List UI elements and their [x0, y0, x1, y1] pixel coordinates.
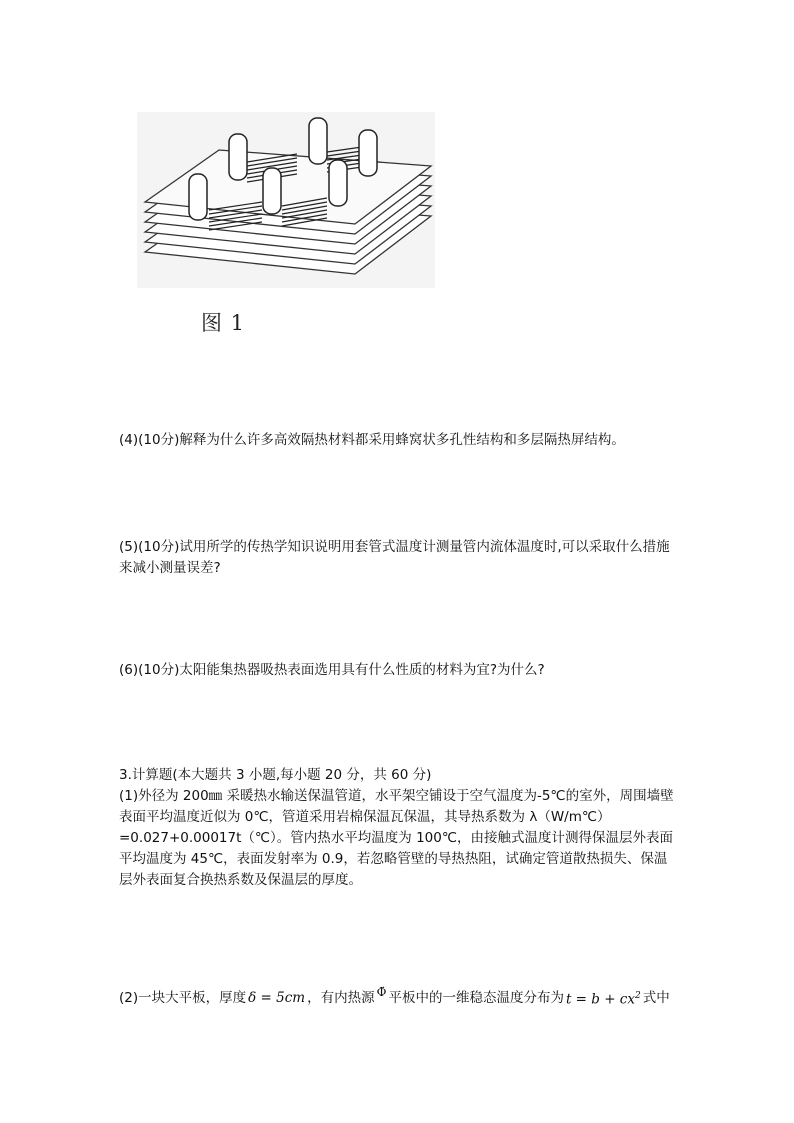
- q2-text-a: (2)一块大平板，厚度: [119, 989, 247, 1006]
- section-3-heading: 3.计算题(本大题共 3 小题,每小题 20 分，共 60 分): [119, 767, 432, 783]
- question-4: (4)(10分)解释为什么许多高效隔热材料都采用蜂窝状多孔性结构和多层隔热屏结构。: [119, 432, 625, 448]
- section-3: [119, 765, 679, 891]
- q2-text-c: 平板中的一维稳态温度分布为: [388, 989, 564, 1006]
- question-6: (6)(10分)太阳能集热器吸热表面选用具有什么性质的材料为宜?为什么?: [119, 662, 545, 678]
- q2-text-d: 式中: [642, 989, 670, 1006]
- calc-question-1: (1)外径为 200㎜ 采暖热水输送保温管道，水平架空铺设于空气温度为-5℃的室外，周围墙壁表面平均温度近似为 0℃，管道采用岩棉保温瓦保温，其导热系数为 λ（W/m℃）=0.027+0.00017t（℃）。管内热水平均温度为 100℃，由接触式温度计测得保温层外表面平均温度为 45℃，表面发射率为 0.9，若忽略管壁的导热热阻，试确定管道散热损失、保温层外表面复合换热系数及保温层的厚度。: [119, 788, 674, 888]
- q2-phi: Φ̇: [376, 984, 387, 999]
- q2-equation: [566, 986, 641, 1011]
- figure-multilayer-shield: [137, 112, 435, 288]
- q2-delta: δ = 5cm: [248, 989, 306, 1006]
- calc-question-2: [119, 986, 679, 1011]
- figure-caption: 图 1: [201, 311, 246, 335]
- q2-text-b: ，有内热源: [307, 989, 375, 1006]
- q2-eq-body: t = b + cx: [565, 991, 635, 1008]
- q2-eq-exp: 2: [634, 991, 641, 1001]
- question-5: (5)(10分)试用所学的传热学知识说明用套管式温度计测量管内流体温度时,可以采取什么措施来减小测量误差?: [119, 539, 670, 576]
- multilayer-heat-shield-figure: [137, 112, 435, 288]
